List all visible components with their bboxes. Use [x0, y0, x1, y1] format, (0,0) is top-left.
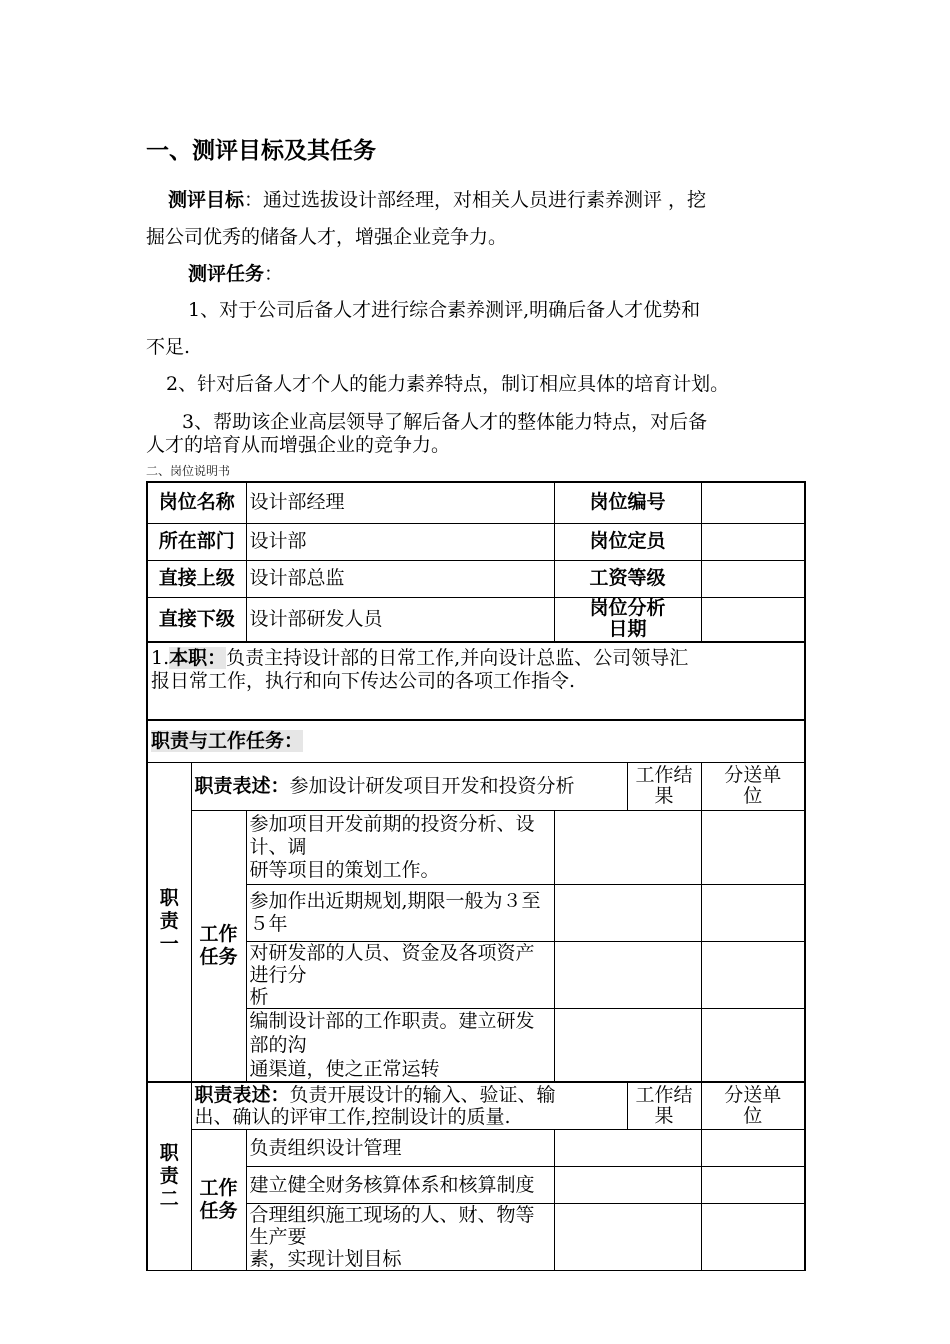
value-headcount — [701, 523, 805, 560]
value-position-code — [701, 482, 805, 523]
duty2-col-result-2: 果 — [654, 1104, 674, 1127]
duty2-side-label — [147, 1082, 191, 1271]
label-analysis-date-1: 岗位分析 — [589, 597, 666, 620]
goal-text-2: 掘公司优秀的储备人才，增强企业竞争力。 — [146, 226, 508, 248]
responsibility-header-cell — [147, 720, 805, 762]
task-item-3-line-2: 人才的培育从而增强企业的竞争力。 — [146, 434, 451, 456]
duty2-col-dept-2: 位 — [743, 1104, 763, 1127]
label-supervisor: 直接上级 — [147, 560, 246, 597]
duty1-col-dept-1: 分送单 — [724, 764, 782, 786]
duty2-task-3 — [246, 1204, 554, 1271]
duty1-task-1-dept — [701, 810, 805, 884]
duty1-col-result-1: 工作结 — [635, 764, 693, 786]
duty2-task-3-line-2: 素，实现计划目标 — [249, 1248, 402, 1270]
duty1-task-3 — [246, 941, 554, 1008]
main-duty-prefix: 1. — [151, 647, 170, 669]
duty2-side-char-2: 责 — [159, 1164, 179, 1187]
duty2-task-label — [191, 1130, 246, 1271]
duty1-task-label-2: 任务 — [199, 945, 238, 968]
value-analysis-date — [701, 597, 805, 642]
duty1-task-2-result — [554, 884, 701, 941]
duty1-task-4 — [246, 1008, 554, 1082]
duty2-task-1-line-1: 负责组织设计管理 — [249, 1136, 402, 1159]
tasks-label: 测评任务 — [188, 263, 265, 285]
goal-text-1: ：通过选拔设计部经理，对相关人员进行素养测评 ，挖 — [244, 189, 707, 211]
duty1-task-1-line-2: 研等项目的策划工作。 — [249, 858, 440, 881]
duty2-side-char-3: 二 — [159, 1187, 179, 1210]
duty2-task-3-result — [554, 1204, 701, 1271]
label-department: 所在部门 — [147, 523, 246, 560]
value-department: 设计部 — [246, 523, 554, 560]
duty1-task-label-1: 工作 — [199, 922, 238, 945]
duty1-task-1-result — [554, 810, 701, 884]
duty2-desc-text-1: 负责开展设计的输入、验证、输 — [289, 1083, 556, 1106]
main-duty-text-1: 负责主持设计部的日常工作,并向设计总监、公司领导汇 — [226, 647, 689, 669]
main-duty-cell — [147, 642, 805, 720]
duty2-col-result-1: 工作结 — [635, 1083, 693, 1106]
task-item-1-line-1: 1、对于公司后备人才进行综合素养测评,明确后备人才优势和 — [188, 299, 701, 321]
main-duty-label: 本职： — [169, 647, 227, 669]
duty2-col-result — [627, 1082, 701, 1130]
main-duty-line-1 — [151, 647, 801, 670]
value-salary-grade — [701, 560, 805, 597]
duty1-task-3-line-2: 析 — [249, 985, 269, 1008]
duty1-side-char-1: 职 — [159, 887, 179, 909]
duty2-col-dept — [701, 1082, 805, 1130]
tasks-label-colon: ： — [264, 263, 284, 285]
duty2-desc-text-2: 出、确认的评审工作,控制设计的质量. — [194, 1105, 511, 1128]
duty1-description — [191, 762, 627, 810]
duty1-col-dept-2: 位 — [743, 785, 763, 807]
duty1-task-label — [191, 810, 246, 1082]
label-position-code: 岗位编号 — [554, 482, 701, 523]
section-heading-1: 一、测评目标及其任务 — [146, 137, 376, 164]
responsibility-header: 职责与工作任务： — [151, 729, 304, 752]
duty1-task-4-line-2: 通渠道，使之正常运转 — [249, 1057, 440, 1080]
duty1-task-2-line-1: 参加作出近期规划,期限一般为３至５年 — [249, 889, 541, 935]
duty2-task-3-line-1: 合理组织施工现场的人、财、物等生产要 — [249, 1204, 535, 1248]
duty1-desc-text: 参加设计研发项目开发和投资分析 — [289, 774, 575, 797]
duty2-desc-line-1 — [195, 1084, 624, 1106]
job-description-table — [146, 481, 806, 1271]
duty1-task-1 — [246, 810, 554, 884]
duty1-side-char-3: 一 — [159, 933, 179, 955]
duty2-col-dept-1: 分送单 — [724, 1083, 782, 1106]
duty2-task-2-dept — [701, 1167, 805, 1204]
duty1-task-4-line-1: 编制设计部的工作职责。建立研发部的沟 — [249, 1009, 535, 1056]
value-subordinates: 设计部研发人员 — [246, 597, 554, 642]
duty1-col-result-2: 果 — [654, 785, 674, 807]
label-analysis-date-2: 日期 — [608, 618, 647, 641]
goal-line-1 — [168, 186, 706, 214]
duty2-task-label-2: 任务 — [199, 1200, 238, 1222]
duty2-side-char-1: 职 — [159, 1141, 179, 1164]
duty1-task-3-line-1: 对研发部的人员、资金及各项资产进行分 — [249, 941, 535, 986]
duty2-task-1-dept — [701, 1130, 805, 1167]
duty2-desc-label: 职责表述： — [194, 1083, 290, 1106]
task-item-1-line-2: 不足. — [146, 336, 191, 358]
goal-label: 测评目标 — [168, 189, 245, 211]
label-subordinates: 直接下级 — [147, 597, 246, 642]
duty2-task-2-result — [554, 1167, 701, 1204]
duty1-side-char-2: 责 — [159, 910, 179, 932]
duty1-col-dept — [701, 762, 805, 810]
label-headcount: 岗位定员 — [554, 523, 701, 560]
duty2-task-label-1: 工作 — [199, 1177, 238, 1199]
duty2-task-2 — [246, 1167, 554, 1204]
duty2-task-1-result — [554, 1130, 701, 1167]
tasks-label-line — [188, 260, 283, 288]
duty1-task-2-dept — [701, 884, 805, 941]
duty1-col-result — [627, 762, 701, 810]
duty2-task-3-dept — [701, 1204, 805, 1271]
duty1-side-label — [147, 762, 191, 1082]
duty2-task-1 — [246, 1130, 554, 1167]
value-position-name: 设计部经理 — [246, 482, 554, 523]
label-salary-grade: 工资等级 — [554, 560, 701, 597]
duty1-task-3-result — [554, 941, 701, 1008]
main-duty-text-2: 报日常工作，执行和向下传达公司的各项工作指令. — [151, 670, 576, 692]
task-item-2: 2、针对后备人才个人的能力素养特点，制订相应具体的培育计划。 — [166, 373, 730, 395]
duty1-task-4-result — [554, 1008, 701, 1082]
label-position-name: 岗位名称 — [147, 482, 246, 523]
value-supervisor: 设计部总监 — [246, 560, 554, 597]
label-analysis-date — [554, 597, 701, 642]
duty2-description — [191, 1082, 627, 1130]
duty1-task-4-dept — [701, 1008, 805, 1082]
duty2-task-2-line-1: 建立健全财务核算体系和核算制度 — [249, 1173, 535, 1196]
section-heading-2: 二、岗位说明书 — [146, 464, 231, 478]
duty1-desc-label: 职责表述： — [194, 774, 290, 797]
task-item-3-line-1: 3、帮助该企业高层领导了解后备人才的整体能力特点，对后备 — [182, 411, 708, 433]
duty1-task-2 — [246, 884, 554, 941]
duty1-task-1-line-1: 参加项目开发前期的投资分析、设计、调 — [249, 812, 535, 858]
duty1-task-3-dept — [701, 941, 805, 1008]
